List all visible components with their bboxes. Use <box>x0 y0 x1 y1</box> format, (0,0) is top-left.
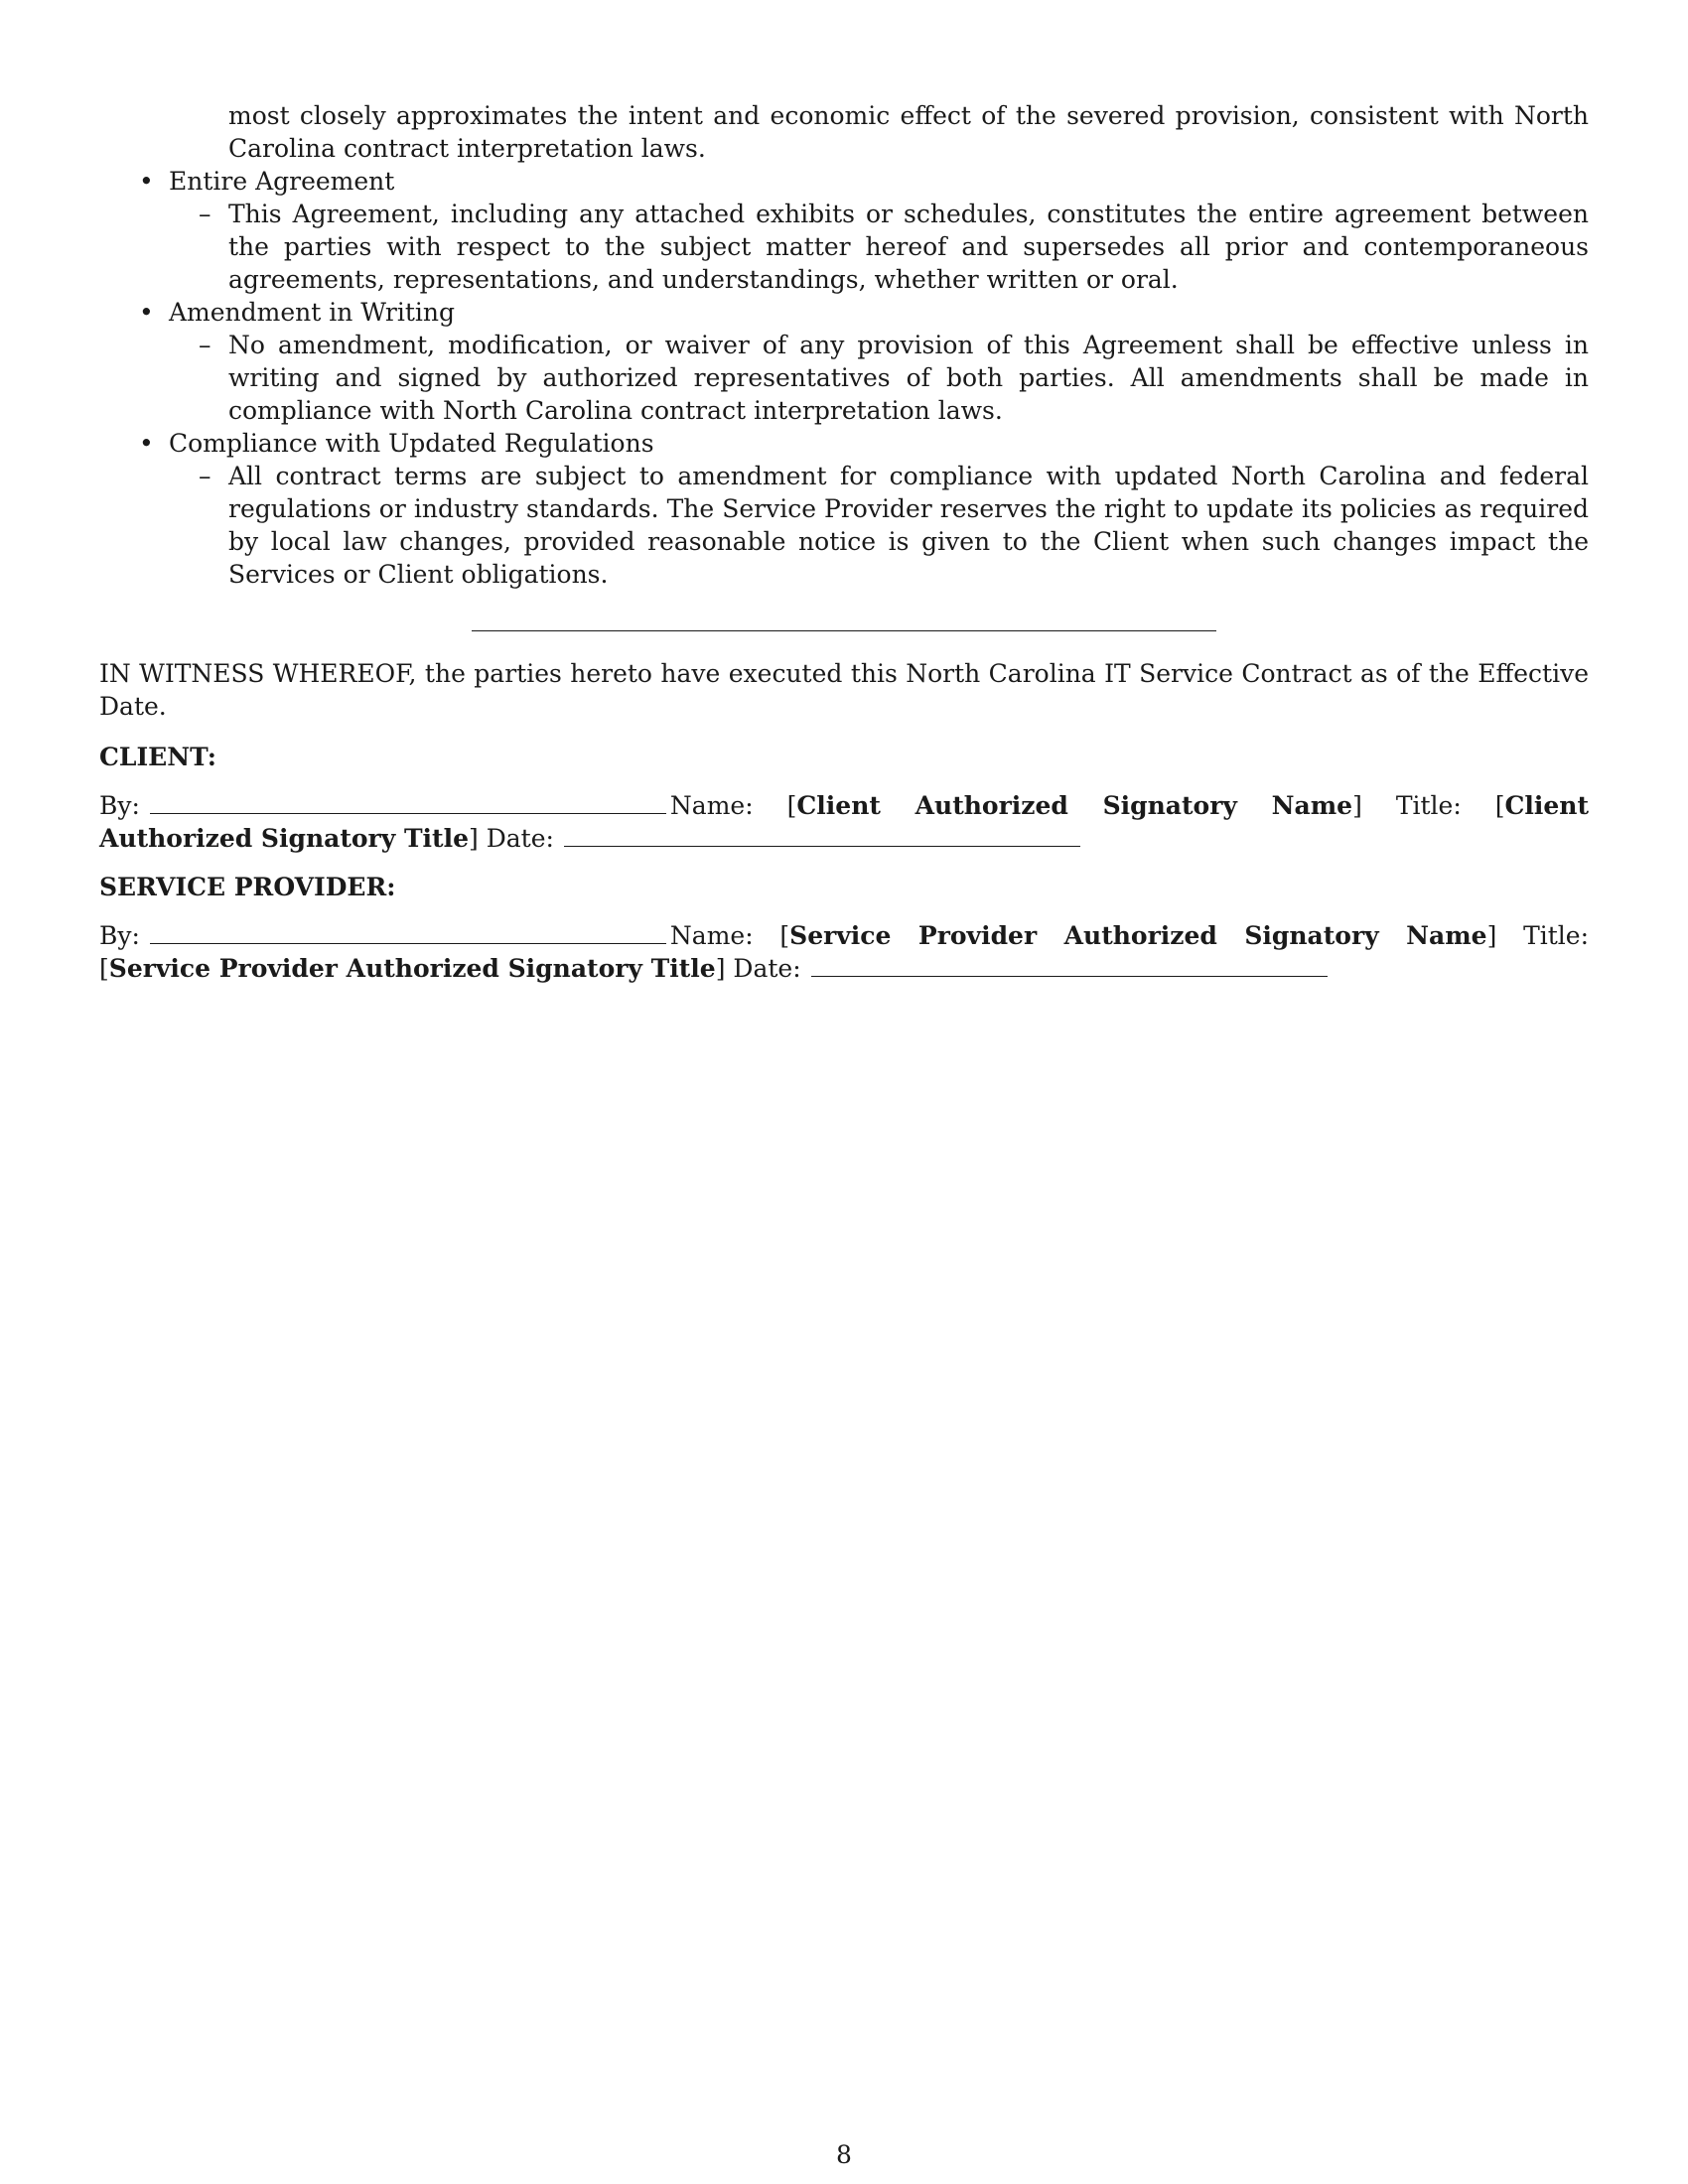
by-label: By: <box>99 791 140 820</box>
horizontal-divider <box>472 630 1216 631</box>
bullet-icon: • <box>139 429 154 458</box>
section-body <box>199 198 1589 296</box>
document-page <box>99 99 1589 1001</box>
page-number: 8 <box>836 2140 852 2169</box>
date-label: Date: <box>733 954 801 983</box>
bullet-icon: • <box>139 298 154 327</box>
provider-signature-line[interactable] <box>150 919 666 944</box>
provider-heading: SERVICE PROVIDER: <box>99 873 396 901</box>
section-item <box>139 427 1589 460</box>
bullet-icon: • <box>139 167 154 196</box>
name-label: Name: <box>669 791 754 820</box>
dash-icon: – <box>199 462 211 490</box>
section-item <box>139 165 1589 198</box>
close-bracket: ] <box>469 824 479 853</box>
title-label: Title: <box>1523 921 1589 950</box>
section-item <box>139 296 1589 329</box>
dash-icon: – <box>199 200 211 228</box>
date-label: Date: <box>486 824 554 853</box>
client-heading: CLIENT: <box>99 743 217 771</box>
close-bracket: ] <box>1486 921 1497 950</box>
open-bracket: [ <box>786 791 797 820</box>
section-title: Amendment in Writing <box>169 298 455 327</box>
section-body-text: No amendment, modification, or waiver of any provision of this Agreement shall be effective unless in writing and signed by authorized representatives of both parties. All amendments shall be made in compliance with North Carolina contract interpretation laws. <box>228 331 1589 425</box>
open-bracket: [ <box>779 921 790 950</box>
section-body-text: This Agreement, including any attached exhibits or schedules, constitutes the entire agreement between the parties with respect to the subject matter hereof and supersedes all prior and contemporaneous agreements, representations, and understandings, whether written or oral. <box>228 200 1589 294</box>
provider-date-line[interactable] <box>811 952 1328 977</box>
client-name-value: Client Authorized Signatory Name <box>796 791 1353 820</box>
client-signature-block <box>99 789 1589 855</box>
section-title: Entire Agreement <box>169 167 395 196</box>
name-label: Name: <box>669 921 754 950</box>
close-bracket: ] <box>1352 791 1362 820</box>
provider-title-value: Service Provider Authorized Signatory Title <box>108 954 716 983</box>
client-date-line[interactable] <box>564 822 1080 847</box>
client-title-value: Client Authorized Signatory Title <box>99 791 1590 853</box>
section-body-text: All contract terms are subject to amendment for compliance with updated North Carolina and federal regulations or industry standards. The Service Provider reserves the right to update its policies as required by local law changes, provided reasonable notice is given to the Client when such changes impact the Services or Client obligations. <box>228 462 1589 589</box>
open-bracket: [ <box>1494 791 1505 820</box>
provider-name-value: Service Provider Authorized Signatory Name <box>789 921 1487 950</box>
witness-paragraph: IN WITNESS WHEREOF, the parties hereto have executed this North Carolina IT Service Contract as of the Effective Date. <box>99 659 1589 721</box>
provider-signature-block <box>99 919 1589 985</box>
continuation-paragraph <box>228 99 1589 165</box>
title-label: Title: <box>1395 791 1462 820</box>
client-signature-line[interactable] <box>150 789 666 814</box>
close-bracket: ] <box>715 954 726 983</box>
section-body <box>199 460 1589 591</box>
dash-icon: – <box>199 331 211 359</box>
section-body <box>199 329 1589 427</box>
by-label: By: <box>99 921 140 950</box>
open-bracket: [ <box>99 954 109 983</box>
continuation-text: most closely approximates the intent and economic effect of the severed provision, consistent with North Carolina contract interpretation laws. <box>228 101 1589 163</box>
section-title: Compliance with Updated Regulations <box>169 429 654 458</box>
